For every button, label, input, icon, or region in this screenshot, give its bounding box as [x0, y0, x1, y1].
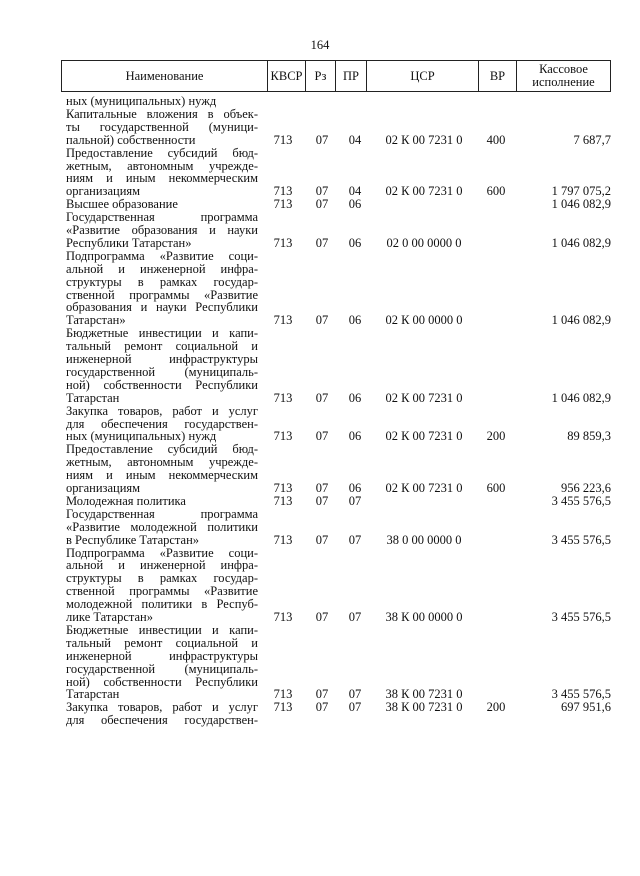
row-amount: 1 046 082,9	[551, 197, 611, 212]
row-name-line: для обеспечения государствен-	[66, 416, 258, 431]
row-name	[66, 327, 258, 404]
row-amount: 7 687,7	[573, 132, 611, 147]
row-pr: 07	[348, 687, 362, 702]
row-name-line: ной) собственности Республики	[66, 377, 258, 392]
row-name-line: инженерной инфраструктуры	[66, 648, 258, 663]
row-name-line: «Развитие молодежной политики	[66, 519, 258, 534]
table-row	[0, 327, 640, 404]
row-csr: 02 К 00 7231 0	[385, 184, 463, 199]
row-name-line: ниям и иным некоммерческим	[66, 468, 258, 483]
row-name-line: Высшее образование	[66, 197, 178, 212]
row-rz: 07	[315, 610, 329, 624]
table-row	[0, 405, 640, 444]
row-amount: 1 046 082,9	[551, 235, 611, 250]
row-name-line: Закупка товаров, работ и услуг	[66, 403, 258, 418]
row-name-line: Предоставление субсидий бюд-	[66, 145, 258, 160]
row-name	[66, 211, 258, 250]
row-csr: 02 К 00 7231 0	[385, 132, 463, 147]
row-rz: 07	[315, 313, 329, 328]
row-name-line: тальный ремонт социальной и	[66, 339, 258, 354]
row-name-line: Подпрограмма «Развитие соци-	[66, 248, 258, 263]
row-name-line: Бюджетные инвестиции и капи-	[66, 326, 258, 341]
row-kvsr: 713	[273, 390, 293, 405]
row-csr: 02 0 00 0000 0	[386, 235, 462, 250]
row-csr: 38 0 00 0000 0	[386, 532, 462, 547]
row-amount: 1 797 075,2	[551, 184, 611, 199]
row-amount: 3 455 576,5	[551, 610, 611, 624]
table-row	[0, 108, 640, 147]
row-pr: 04	[348, 132, 362, 147]
row-amount: 3 455 576,5	[551, 493, 611, 508]
row-kvsr: 713	[273, 132, 293, 147]
row-name-line: структуры в рамках государ-	[66, 274, 258, 289]
row-name-line: Молодежная политика	[66, 493, 186, 508]
row-name-line: Государственная программа	[66, 506, 258, 521]
row-csr: 02 К 00 0000 0	[385, 313, 463, 328]
table-row	[0, 250, 640, 327]
header-csr: ЦСР	[366, 61, 478, 91]
row-name-line: Государственная программа	[66, 210, 258, 225]
row-csr: 02 К 00 7231 0	[385, 480, 463, 495]
row-amount: 1 046 082,9	[551, 313, 611, 328]
row-name-line: Закупка товаров, работ и услуг	[66, 700, 258, 715]
row-name-line: государственной (муниципаль-	[66, 661, 258, 676]
header-pr: ПР	[335, 61, 366, 91]
row-kvsr: 713	[273, 235, 293, 250]
row-name	[66, 701, 258, 727]
row-pr: 07	[348, 493, 362, 508]
row-kvsr: 713	[273, 480, 293, 495]
row-name-line: ных (муниципальных) нужд	[66, 94, 217, 108]
row-pr: 06	[348, 429, 362, 444]
table-row	[0, 701, 640, 727]
header-rz: Рз	[305, 61, 335, 91]
row-rz: 07	[315, 687, 329, 702]
table-row	[0, 443, 640, 495]
row-vr: 200	[486, 700, 506, 715]
row-name-line: молодежной политики в Респуб-	[66, 597, 258, 612]
row-rz: 07	[315, 390, 329, 405]
row-name-line: лике Татарстан»	[66, 610, 153, 625]
row-name	[66, 443, 258, 495]
row-csr: 02 К 00 7231 0	[385, 429, 463, 444]
row-name	[66, 95, 258, 108]
row-name	[66, 405, 258, 444]
row-name-line: «Развитие образования и науки	[66, 223, 258, 237]
table-row	[0, 147, 640, 199]
row-name	[66, 547, 258, 624]
row-name-line: ниям и иным некоммерческим	[66, 171, 258, 186]
row-vr: 400	[486, 132, 506, 147]
row-name-line: ты государственной (муници-	[66, 119, 258, 134]
row-csr: 38 К 00 7231 0	[385, 700, 463, 715]
row-name	[66, 147, 258, 199]
row-rz: 07	[315, 429, 329, 444]
table-header	[61, 60, 611, 92]
row-name-line: организациям	[66, 184, 141, 199]
row-name-line: в Республике Татарстан»	[66, 532, 200, 547]
row-name-line: Татарстан	[66, 390, 120, 405]
row-rz: 07	[315, 235, 329, 250]
table-row	[0, 211, 640, 250]
row-csr: 38 К 00 0000 0	[385, 610, 463, 624]
table-row	[0, 495, 640, 508]
row-pr: 07	[348, 700, 362, 715]
row-rz: 07	[315, 532, 329, 547]
row-name-line: структуры в рамках государ-	[66, 571, 258, 586]
row-vr: 600	[486, 480, 506, 495]
row-kvsr: 713	[273, 610, 293, 624]
table-row	[0, 547, 640, 624]
row-pr: 06	[348, 313, 362, 328]
table-row	[0, 624, 640, 701]
row-amount: 3 455 576,5	[551, 532, 611, 547]
row-vr: 200	[486, 429, 506, 444]
row-amount: 89 859,3	[567, 429, 611, 444]
row-amount: 3 455 576,5	[551, 687, 611, 702]
row-name-line: Республики Татарстан»	[66, 235, 192, 250]
row-kvsr: 713	[273, 532, 293, 547]
row-rz: 07	[315, 480, 329, 495]
row-kvsr: 713	[273, 197, 293, 212]
row-name-line: ной) собственности Республики	[66, 674, 258, 689]
header-vr: ВР	[478, 61, 516, 91]
row-name	[66, 508, 258, 547]
page-number: 164	[310, 38, 330, 52]
row-rz: 07	[315, 700, 329, 715]
row-name-line: жетным, автономным учрежде-	[66, 158, 258, 173]
row-name-line: для обеспечения государствен-	[66, 713, 258, 728]
row-name	[66, 250, 258, 327]
row-pr: 06	[348, 197, 362, 212]
row-name-line: альной и инженерной инфра-	[66, 261, 258, 276]
header-name: Наименование	[125, 68, 204, 83]
row-rz: 07	[315, 197, 329, 212]
row-name-line: инженерной инфраструктуры	[66, 352, 258, 366]
row-kvsr: 713	[273, 687, 293, 702]
row-name-line: альной и инженерной инфра-	[66, 558, 258, 573]
row-name-line: Подпрограмма «Развитие соци-	[66, 545, 258, 560]
row-name-line: Татарстан»	[66, 313, 126, 328]
header-amount: Кассовое исполнение	[516, 61, 610, 91]
row-vr: 600	[486, 184, 506, 199]
row-csr: 02 К 00 7231 0	[385, 390, 463, 405]
row-name-line: Предоставление субсидий бюд-	[66, 442, 258, 457]
row-amount: 697 951,6	[561, 700, 611, 715]
row-kvsr: 713	[273, 429, 293, 444]
row-pr: 04	[348, 184, 362, 199]
row-rz: 07	[315, 493, 329, 508]
row-name-line: Капитальные вложения в объек-	[66, 106, 258, 121]
row-kvsr: 713	[273, 313, 293, 328]
row-name-line: ственной программы «Развитие	[66, 287, 258, 302]
row-pr: 07	[348, 532, 362, 547]
row-name-line: Бюджетные инвестиции и капи-	[66, 622, 258, 637]
row-name	[66, 108, 258, 147]
table-row	[0, 95, 640, 108]
row-name-line: ных (муниципальных) нужд	[66, 429, 217, 444]
row-rz: 07	[315, 184, 329, 199]
row-kvsr: 713	[273, 184, 293, 199]
row-name-line: Татарстан	[66, 687, 120, 702]
row-kvsr: 713	[273, 700, 293, 715]
row-name-line: государственной (муниципаль-	[66, 364, 258, 379]
row-pr: 07	[348, 610, 362, 624]
row-amount: 1 046 082,9	[551, 390, 611, 405]
row-kvsr: 713	[273, 493, 293, 508]
row-name	[66, 624, 258, 701]
row-name	[66, 495, 258, 508]
row-pr: 06	[348, 235, 362, 250]
row-name-line: жетным, автономным учрежде-	[66, 455, 258, 470]
row-name-line: ственной программы «Развитие	[66, 584, 258, 599]
table-row	[0, 508, 640, 547]
row-name-line: организациям	[66, 481, 141, 496]
row-amount: 956 223,6	[561, 480, 611, 495]
row-pr: 06	[348, 480, 362, 495]
row-rz: 07	[315, 132, 329, 147]
header-kvsr: КВСР	[267, 61, 305, 91]
row-name-line: пальной) собственности	[66, 132, 196, 147]
row-csr: 38 К 00 7231 0	[385, 687, 463, 702]
row-name-line: тальный ремонт социальной и	[66, 635, 258, 650]
row-name-line: образования и науки Республики	[66, 300, 258, 315]
row-pr: 06	[348, 390, 362, 405]
